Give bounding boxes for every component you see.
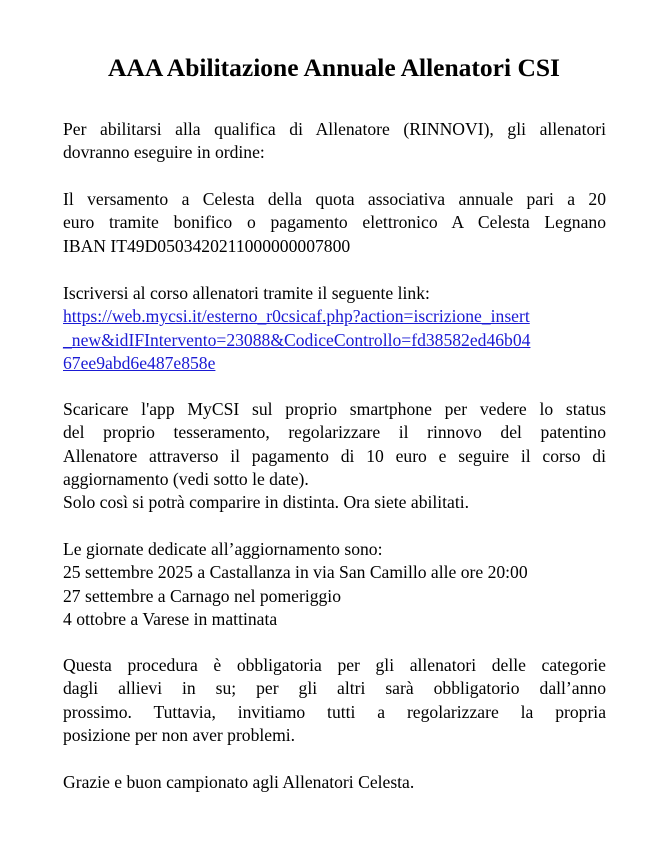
- intro-line: dovranno eseguire in ordine:: [63, 142, 265, 163]
- app-line: del proprio tesseramento, regolarizzare il rinnovo del patentino: [63, 422, 606, 443]
- intro-paragraph: [63, 118, 606, 165]
- registration-link[interactable]: https://web.mycsi.it/esterno_r0csicaf.php?action=iscrizione_insert: [63, 306, 530, 327]
- procedure-line: Questa procedura è obbligatoria per gli allenatori delle categorie: [63, 655, 606, 675]
- app-line: Solo così si potrà comparire in distinta. Ora siete abilitati.: [63, 492, 470, 513]
- payment-line: Il versamento a Celesta della quota associativa annuale pari a 20: [63, 189, 606, 209]
- payment-paragraph: [63, 188, 606, 258]
- app-line: aggiornamento (vedi sotto le date).: [63, 468, 309, 489]
- course-paragraph: [63, 282, 606, 375]
- dates-heading: Le giornate dedicate all’aggiornamento sono:: [63, 539, 383, 559]
- payment-line: euro tramite bonifico o pagamento elettronico A Celesta Legnano: [63, 212, 606, 233]
- dates-paragraph: [63, 538, 606, 631]
- date-item: 4 ottobre a Varese in mattinata: [63, 608, 278, 629]
- procedure-line: prossimo. Tuttavia, invitiamo tutti a regolarizzare la propria: [63, 701, 606, 722]
- procedure-line: dagli allievi in su; per gli altri sarà obbligatorio dall’anno: [63, 678, 606, 699]
- closing-paragraph: [63, 771, 606, 794]
- app-line: Allenatore attraverso il pagamento di 10 euro e seguire il corso di: [63, 445, 606, 466]
- app-paragraph: [63, 398, 606, 514]
- registration-link[interactable]: _new&idIFIntervento=23088&CodiceControllo=fd38582ed46b04: [63, 329, 531, 350]
- procedure-line: posizione per non aver problemi.: [63, 724, 296, 745]
- app-line: Scaricare l'app MyCSI sul proprio smartphone per vedere lo status: [63, 399, 606, 419]
- iban-line: IBAN IT49D0503420211000000007800: [63, 235, 351, 256]
- procedure-paragraph: [63, 654, 606, 747]
- registration-link[interactable]: 67ee9abd6e487e858e: [63, 352, 216, 373]
- date-item: 25 settembre 2025 a Castallanza in via San Camillo alle ore 20:00: [63, 562, 528, 583]
- course-text: Iscriversi al corso allenatori tramite il seguente link:: [63, 283, 430, 303]
- date-item: 27 settembre a Carnago nel pomeriggio: [63, 585, 341, 606]
- closing-line: Grazie e buon campionato agli Allenatori Celesta.: [63, 772, 415, 792]
- intro-line: Per abilitarsi alla qualifica di Allenatore (RINNOVI), gli allenatori: [63, 119, 606, 139]
- document-title: AAA Abilitazione Annuale Allenatori CSI: [108, 53, 560, 82]
